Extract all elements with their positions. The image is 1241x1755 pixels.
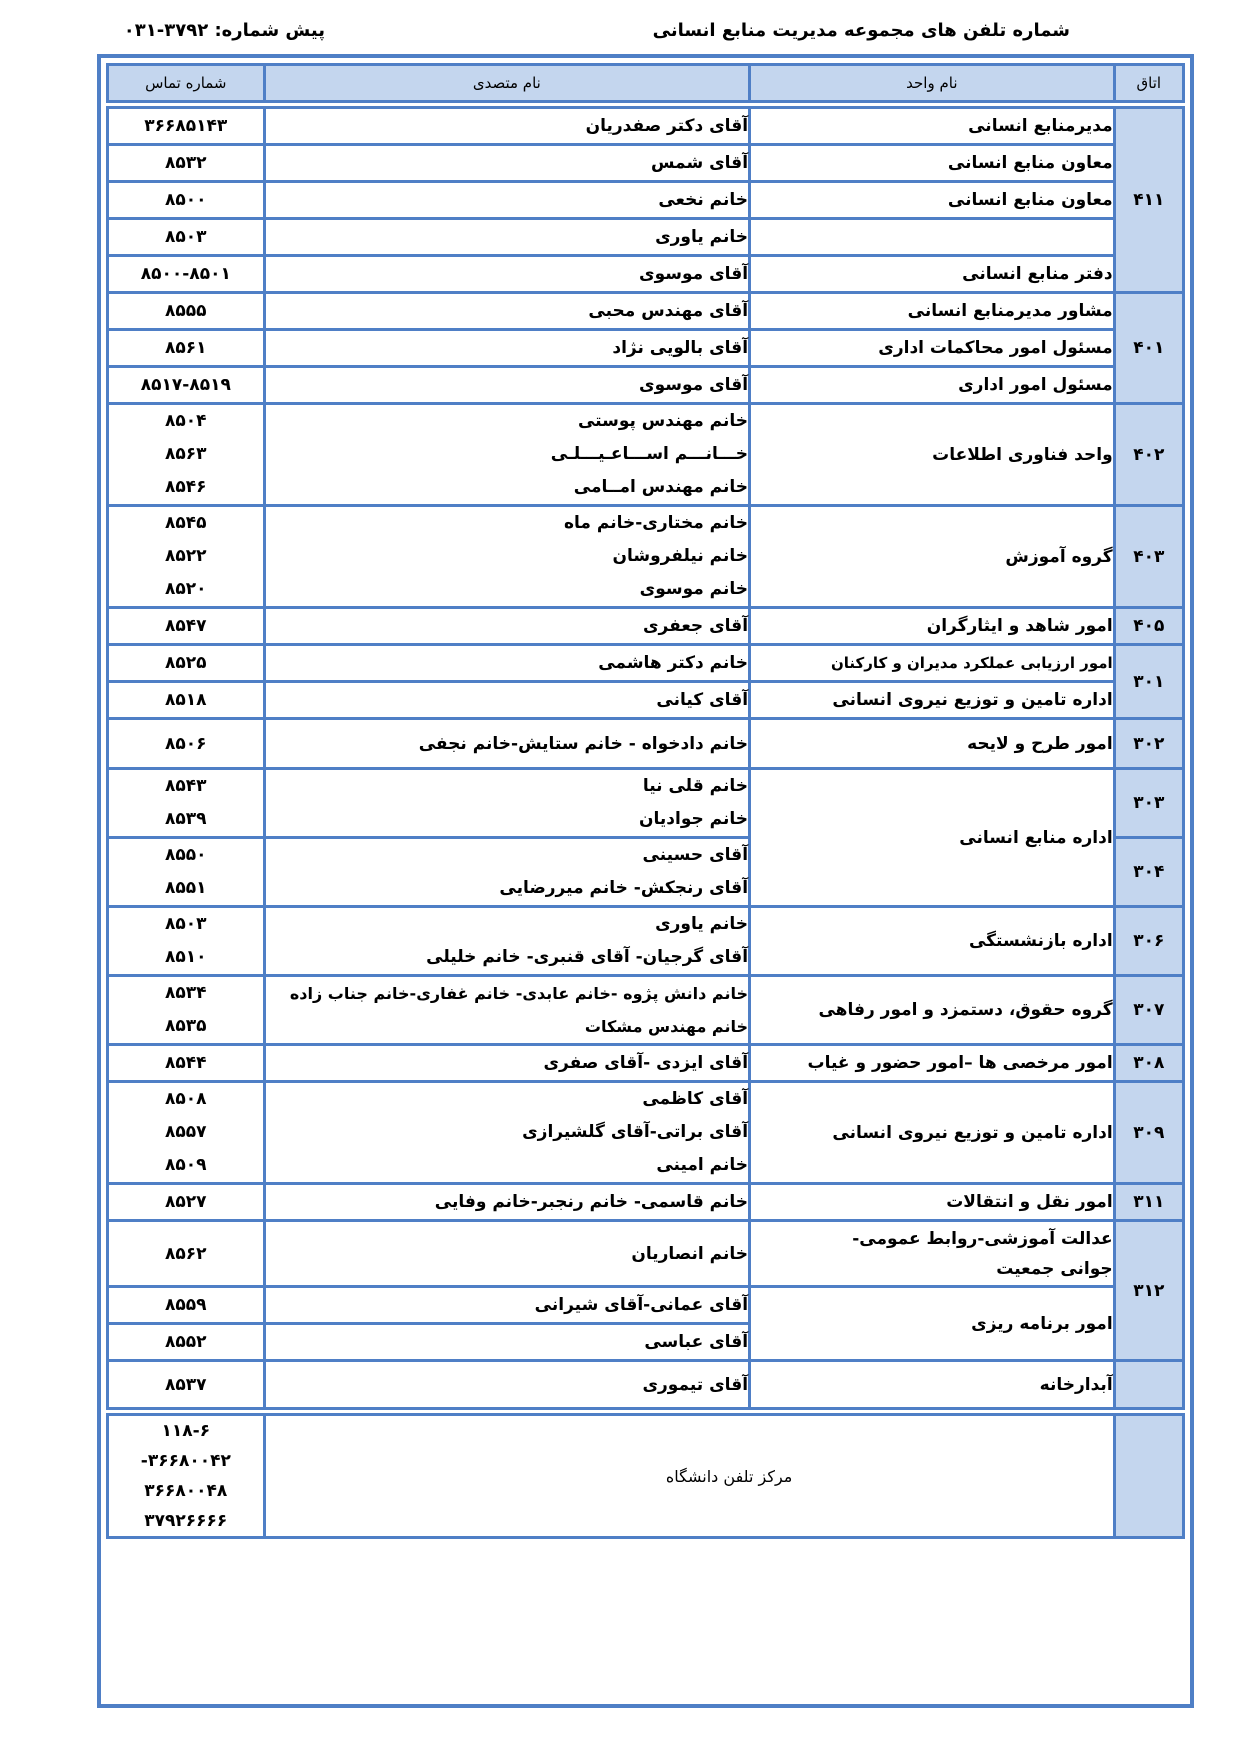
person-cell: [264, 907, 749, 976]
table-row: [108, 1287, 1184, 1324]
phone-number: ۸۵۲۲: [165, 546, 207, 566]
person-name: خانم دادخواه - خانم ستایش-خانم نجفی: [264, 719, 749, 769]
person-cell: [264, 506, 749, 608]
person-name: آقای رنجکش- خانم میررضایی: [499, 878, 749, 898]
table-row: [108, 1415, 1184, 1538]
room-number: ۳۰۹: [1114, 1082, 1183, 1184]
person-name: خانم مهندس مشکات: [584, 1017, 749, 1036]
person-cell: [264, 769, 749, 838]
table-row: [108, 330, 1184, 367]
table-row: [108, 682, 1184, 719]
room-number: ۳۰۲: [1114, 719, 1183, 769]
person-name: آقای ایزدی -آقای صفری: [264, 1045, 749, 1082]
unit-name: مسئول امور محاکمات اداری: [750, 330, 1115, 367]
person-name: خانم قاسمی- خانم رنجبر-خانم وفایی: [264, 1184, 749, 1221]
phone-number: ۸۵۵۷: [165, 1122, 207, 1142]
header-phone: شماره تماس: [108, 65, 265, 102]
table-row: [108, 108, 1184, 145]
phone-number: ۸۵۳۴: [165, 983, 207, 1003]
room-number: ۳۱۱: [1114, 1184, 1183, 1221]
table-row: [108, 1082, 1184, 1184]
unit-name: اداره تامین و توزیع نیروی انسانی: [750, 1082, 1115, 1184]
phone-number: -۳۶۶۸۰۰۴۲: [140, 1451, 231, 1471]
person-name: خانم دانش پژوه -خانم عابدی- خانم غفاری-خانم جناب زاده: [289, 984, 749, 1003]
phone-number: ۸۵۳۲: [108, 145, 265, 182]
person-name: آقای عمانی-آقای شیرانی: [264, 1287, 749, 1324]
person-name: خانم دکتر هاشمی: [264, 645, 749, 682]
table-row: [108, 293, 1184, 330]
person-name: آقای دکتر صفدریان: [264, 108, 749, 145]
person-cell: [264, 1082, 749, 1184]
phone-number: ۸۵۲۷: [108, 1184, 265, 1221]
phone-number: ۱۱۸-۶: [161, 1421, 211, 1441]
table-row: [108, 145, 1184, 182]
room-number: ۴۰۱: [1114, 293, 1183, 404]
phone-number: ۸۵۰۳: [108, 219, 265, 256]
phone-number: ۸۵۶۲: [108, 1221, 265, 1287]
phone-number: ۸۵۱۰: [165, 947, 207, 967]
phone-number: ۸۵۰۰-۸۵۰۱: [108, 256, 265, 293]
header-person: نام متصدی: [264, 65, 749, 102]
phone-number: ۸۵۵۱: [165, 878, 207, 898]
table-row: [108, 1361, 1184, 1409]
phone-number: ۸۵۰۸: [165, 1089, 207, 1109]
phone-cell: [108, 404, 265, 506]
phone-number: ۸۵۰۴: [165, 411, 207, 431]
table-row: [108, 506, 1184, 608]
unit-name: اداره تامین و توزیع نیروی انسانی: [750, 682, 1115, 719]
table-row: [108, 769, 1184, 838]
phone-cell: [108, 907, 265, 976]
phone-number: ۸۵۲۵: [108, 645, 265, 682]
person-name: آقای جعفری: [264, 608, 749, 645]
person-name: آقای گرجیان- آقای قنبری- خانم خلیلی: [426, 947, 749, 967]
room-number: ۴۱۱: [1114, 108, 1183, 293]
person-name: خانم مهندس پوستی: [577, 411, 749, 431]
phone-number: ۸۵۴۶: [165, 477, 207, 497]
unit-name: مدیرمنابع انسانی: [750, 108, 1115, 145]
header-room: اتاق: [1114, 65, 1183, 102]
phone-cell: [108, 506, 265, 608]
person-name: خانم نیلفروشان: [612, 546, 749, 566]
phone-number: ۸۵۴۷: [108, 608, 265, 645]
phone-number: ۸۵۱۷-۸۵۱۹: [108, 367, 265, 404]
unit-name: [750, 219, 1115, 256]
person-cell: [264, 976, 749, 1045]
person-name: آقای مهندس محبی: [264, 293, 749, 330]
phone-cell: [108, 976, 265, 1045]
table-row: [108, 256, 1184, 293]
page-title: شماره تلفن های مجموعه مدیریت منابع انسانی: [652, 20, 1070, 41]
person-name: آقای حسینی: [642, 845, 749, 865]
person-name: خانم امینی: [656, 1155, 749, 1175]
unit-name: معاون منابع انسانی: [750, 145, 1115, 182]
header-unit: نام واحد: [750, 65, 1115, 102]
phone-number: ۸۵۴۴: [108, 1045, 265, 1082]
room-number: [1114, 1361, 1183, 1409]
unit-name: اداره منابع انسانی: [750, 769, 1115, 907]
person-cell: [264, 404, 749, 506]
phone-cell: [108, 1415, 265, 1538]
table-row: [108, 719, 1184, 769]
phone-number: ۸۵۵۵: [108, 293, 265, 330]
phone-number: ۸۵۳۷: [108, 1361, 265, 1409]
room-number: ۴۰۲: [1114, 404, 1183, 506]
phone-number: ۳۶۶۸۰۰۴۸: [144, 1481, 228, 1501]
unit-name: گروه آموزش: [750, 506, 1115, 608]
phone-number: ۸۵۰۶: [108, 719, 265, 769]
phone-number: ۸۵۶۱: [108, 330, 265, 367]
phone-number: ۸۵۳۹: [165, 809, 207, 829]
room-number: ۳۱۲: [1114, 1221, 1183, 1361]
table-row: [108, 608, 1184, 645]
table-row: [108, 1184, 1184, 1221]
unit-name: گروه حقوق، دستمزد و امور رفاهی: [750, 976, 1115, 1045]
person-name: خانم یاوری: [655, 914, 749, 934]
person-name: آقای بالویی نژاد: [264, 330, 749, 367]
person-name: خانم یاوری: [264, 219, 749, 256]
room-number: ۳۰۶: [1114, 907, 1183, 976]
room-number: ۳۰۱: [1114, 645, 1183, 719]
person-name: خـــانـــم اســـاعـیـــلـی: [550, 444, 749, 464]
phone-number: ۸۵۵۹: [108, 1287, 265, 1324]
unit-name: امور مرخصی ها –امور حضور و غیاب: [750, 1045, 1115, 1082]
phone-number: ۸۵۴۵: [165, 513, 207, 533]
phone-cell: [108, 1082, 265, 1184]
phone-number: ۸۵۵۰: [165, 845, 207, 865]
person-name: خانم قلی نیا: [642, 776, 749, 796]
unit-name: عدالت آموزشی-روابط عمومی-: [852, 1228, 1113, 1249]
unit-cell: [750, 1221, 1115, 1287]
phone-number: ۸۵۱۸: [108, 682, 265, 719]
area-code-prefix: پیش شماره: ۳۷۹۲-۰۳۱: [123, 20, 325, 41]
person-name: خانم مختاری-خانم ماه: [564, 513, 749, 533]
room-number: ۳۰۴: [1114, 838, 1183, 907]
unit-name: آبدارخانه: [750, 1361, 1115, 1409]
unit-name: امور طرح و لایحه: [750, 719, 1115, 769]
person-name: آقای تیموری: [264, 1361, 749, 1409]
phone-number: ۳۶۶۸۵۱۴۳: [108, 108, 265, 145]
phone-cell: [108, 838, 265, 907]
room-number: [1114, 1415, 1183, 1538]
phone-number: ۸۵۲۰: [165, 579, 207, 599]
person-name: خانم نخعی: [264, 182, 749, 219]
table-header-row: [108, 65, 1184, 102]
phone-number: ۸۵۰۳: [165, 914, 207, 934]
room-number: ۳۰۸: [1114, 1045, 1183, 1082]
person-name: آقای کیانی: [264, 682, 749, 719]
phone-number: ۸۵۵۲: [108, 1324, 265, 1361]
person-name: خانم موسوی: [639, 579, 749, 599]
phone-number: ۸۵۴۳: [165, 776, 207, 796]
unit-name: امور نقل و انتقالات: [750, 1184, 1115, 1221]
unit-name: جوانی جمعیت: [996, 1258, 1113, 1279]
unit-name: معاون منابع انسانی: [750, 182, 1115, 219]
unit-name: واحد فناوری اطلاعات: [750, 404, 1115, 506]
table-row: [108, 976, 1184, 1045]
unit-name: دفتر منابع انسانی: [750, 256, 1115, 293]
person-name: آقای عباسی: [264, 1324, 749, 1361]
unit-name: امور برنامه ریزی: [750, 1287, 1115, 1361]
person-name: آقای کاظمی: [642, 1089, 749, 1109]
phone-cell: [108, 769, 265, 838]
table-row: [108, 367, 1184, 404]
person-cell: [264, 838, 749, 907]
room-number: ۴۰۵: [1114, 608, 1183, 645]
telephone-center-label: مرکز تلفن دانشگاه: [264, 1415, 1114, 1538]
unit-name: امور شاهد و ایثارگران: [750, 608, 1115, 645]
person-name: آقای شمس: [264, 145, 749, 182]
table-row: [108, 907, 1184, 976]
unit-name: مشاور مدیرمنابع انسانی: [750, 293, 1115, 330]
unit-name: مسئول امور اداری: [750, 367, 1115, 404]
room-number: ۴۰۳: [1114, 506, 1183, 608]
table-row: [108, 182, 1184, 219]
person-name: خانم جوادیان: [639, 809, 749, 829]
table-row: [108, 219, 1184, 256]
person-name: خانم مهندس امــامی: [573, 477, 749, 497]
person-name: آقای موسوی: [264, 256, 749, 293]
phone-number: ۸۵۶۳: [165, 444, 207, 464]
phone-number: ۸۵۰۹: [165, 1155, 207, 1175]
room-number: ۳۰۳: [1114, 769, 1183, 838]
room-number: ۳۰۷: [1114, 976, 1183, 1045]
phone-number: ۳۷۹۲۶۶۶۶: [144, 1511, 228, 1531]
table-row: [108, 404, 1184, 506]
table-row: [108, 645, 1184, 682]
person-name: خانم انصاریان: [264, 1221, 749, 1287]
person-name: آقای براتی-آقای گلشیرازی: [522, 1122, 749, 1142]
table-row: [108, 1221, 1184, 1287]
table-row: [108, 1045, 1184, 1082]
phone-directory-table: [106, 63, 1185, 1539]
person-name: آقای موسوی: [264, 367, 749, 404]
phone-number: ۸۵۳۵: [165, 1016, 207, 1036]
unit-name: امور ارزیابی عملکرد مدیران و کارکنان: [750, 645, 1115, 682]
unit-name: اداره بازنشستگی: [750, 907, 1115, 976]
directory-frame: [97, 54, 1194, 1708]
phone-number: ۸۵۰۰: [108, 182, 265, 219]
